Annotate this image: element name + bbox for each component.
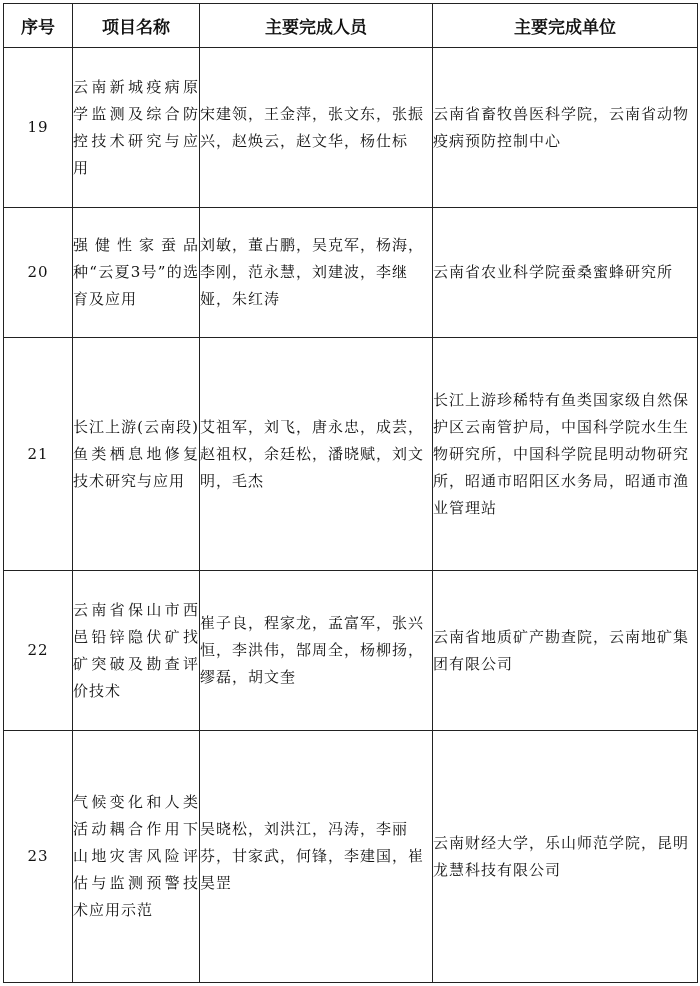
table-row (4, 338, 698, 571)
project-name: 强健性家蚕品种“云夏3号”的选育及应用 (73, 208, 200, 338)
main-people: 艾祖军，刘飞，唐永忠，成芸，赵祖权，余廷松，潘晓赋，刘文明，毛杰 (200, 338, 433, 571)
main-units: 云南省农业科学院蚕桑蜜蜂研究所 (433, 208, 698, 338)
header-people: 主要完成人员 (200, 4, 433, 48)
row-no: 21 (4, 338, 73, 571)
project-name: 长江上游(云南段)鱼类栖息地修复技术研究与应用 (73, 338, 200, 571)
project-name: 气候变化和人类活动耦合作用下山地灾害风险评估与监测预警技术应用示范 (73, 731, 200, 983)
project-name: 云南新城疫病原学监测及综合防控技术研究与应用 (73, 48, 200, 208)
header-project: 项目名称 (73, 4, 200, 48)
project-name: 云南省保山市西邑铅锌隐伏矿找矿突破及勘查评价技术 (73, 571, 200, 731)
main-units: 云南财经大学，乐山师范学院，昆明龙慧科技有限公司 (433, 731, 698, 983)
header-units: 主要完成单位 (433, 4, 698, 48)
main-units: 云南省畜牧兽医科学院，云南省动物疫病预防控制中心 (433, 48, 698, 208)
main-people: 吴晓松，刘洪江，冯涛，李丽芬，甘家武，何锋，李建国，崔昊罡 (200, 731, 433, 983)
table-header-row (4, 4, 698, 48)
main-people: 崔子良，程家龙，孟富军，张兴恒，李洪伟，郜周全，杨柳扬，缪磊，胡文奎 (200, 571, 433, 731)
row-no: 22 (4, 571, 73, 731)
row-no: 23 (4, 731, 73, 983)
row-no: 19 (4, 48, 73, 208)
table-row (4, 731, 698, 983)
table-row (4, 571, 698, 731)
main-units: 云南省地质矿产勘查院，云南地矿集团有限公司 (433, 571, 698, 731)
main-people: 宋建领，王金萍，张文东，张振兴，赵焕云，赵文华，杨仕标 (200, 48, 433, 208)
main-people: 刘敏，董占鹏，吴克军，杨海，李刚，范永慧，刘建波，李继娅，朱红涛 (200, 208, 433, 338)
table-row (4, 208, 698, 338)
header-no: 序号 (4, 4, 73, 48)
award-table (3, 3, 698, 983)
table-row (4, 48, 698, 208)
row-no: 20 (4, 208, 73, 338)
main-units: 长江上游珍稀特有鱼类国家级自然保护区云南管护局，中国科学院水生生物研究所，中国科学院昆明动物研究所，昭通市昭阳区水务局，昭通市渔业管理站 (433, 338, 698, 571)
